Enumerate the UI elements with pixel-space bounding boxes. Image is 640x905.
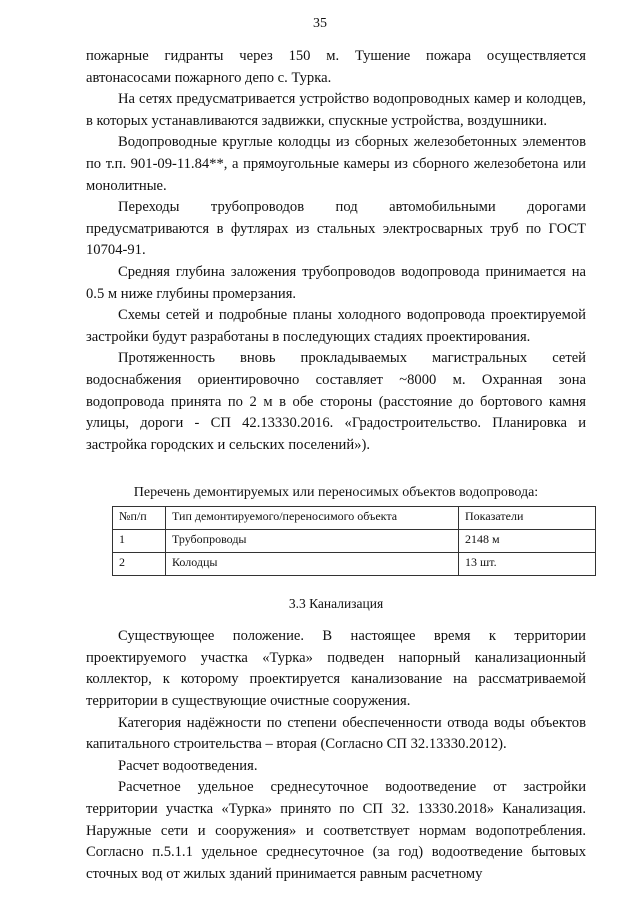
table-caption: Перечень демонтируемых или переносимых объектов водопровода: (133, 485, 539, 501)
table-header-cell: Тип демонтируемого/переносимого объекта (166, 507, 459, 530)
table-cell: 13 шт. (459, 553, 596, 576)
paragraph: пожарные гидранты через 150 м. Тушение пожара осуществляется автонасосами пожарного депо с. Турка. (86, 48, 586, 86)
paragraph: Расчетное удельное среднесуточное водоотведение от застройки территории участка «Турка» принято по СП 32. 13330.2018» Канализация. Наружные сети и сооружения» и соответствует нормам водопотребления. Согласно п.5.1.1 удельное среднесуточное (за год) водоотведение бытовых сточных вод от жилых зданий принимается равным расчетному (86, 779, 586, 882)
paragraph: Категория надёжности по степени обеспеченности отвода воды объектов капитального строительства – вторая (Согласно СП 32.13330.2012). (86, 714, 586, 753)
page-content (86, 46, 586, 885)
demolition-objects-table (112, 506, 596, 576)
table-cell: 2148 м (459, 530, 596, 553)
paragraph: Водопроводные круглые колодцы из сборных железобетонных элементов по т.п. 901-09-11.84**, а прямоугольные камеры из сборного железобетона или монолитные. (86, 134, 586, 194)
table-header-row (113, 507, 596, 530)
table-row (113, 553, 596, 576)
paragraph: Протяженность вновь прокладываемых магистральных сетей водоснабжения ориентировочно составляет ~8000 м. Охранная зона водопровода принята по 2 м в обе стороны (расстояние до бортового камня улицы, дороги - СП 42.13330.2016. «Градостроительство. Планировка и застройка городских и сельских поселений»). (86, 350, 586, 453)
table-row (113, 530, 596, 553)
table-cell: Трубопроводы (166, 530, 459, 553)
table-header-cell: №п/п (113, 507, 166, 530)
paragraph: Схемы сетей и подробные планы холодного водопровода проектируемой застройки будут разработаны в последующих стадиях проектирования. (86, 307, 586, 345)
table-header-cell: Показатели (459, 507, 596, 530)
table-cell: 2 (113, 553, 166, 576)
paragraph: Переходы трубопроводов под автомобильными дорогами предусматриваются в футлярах из стальных электросварных труб по ГОСТ 10704-91. (86, 199, 586, 259)
table-cell: 1 (113, 530, 166, 553)
table-cell: Колодцы (166, 553, 459, 576)
page-number: 35 (313, 16, 327, 31)
section-title: 3.3 Канализация (288, 596, 384, 612)
paragraph: На сетях предусматривается устройство водопроводных камер и колодцев, в которых устанавливаются задвижки, спускные устройства, воздушники. (86, 91, 586, 129)
paragraph: Расчет водоотведения. (118, 757, 258, 774)
paragraph: Существующее положение. В настоящее время к территории проектируемого участка «Турка» подведен напорный канализационный коллектор, к которому проектируется канализование на рассматриваемой территории в существующие очистные сооружения. (86, 628, 586, 710)
paragraph: Средняя глубина заложения трубопроводов водопровода принимается на 0.5 м ниже глубины промерзания. (86, 263, 586, 302)
